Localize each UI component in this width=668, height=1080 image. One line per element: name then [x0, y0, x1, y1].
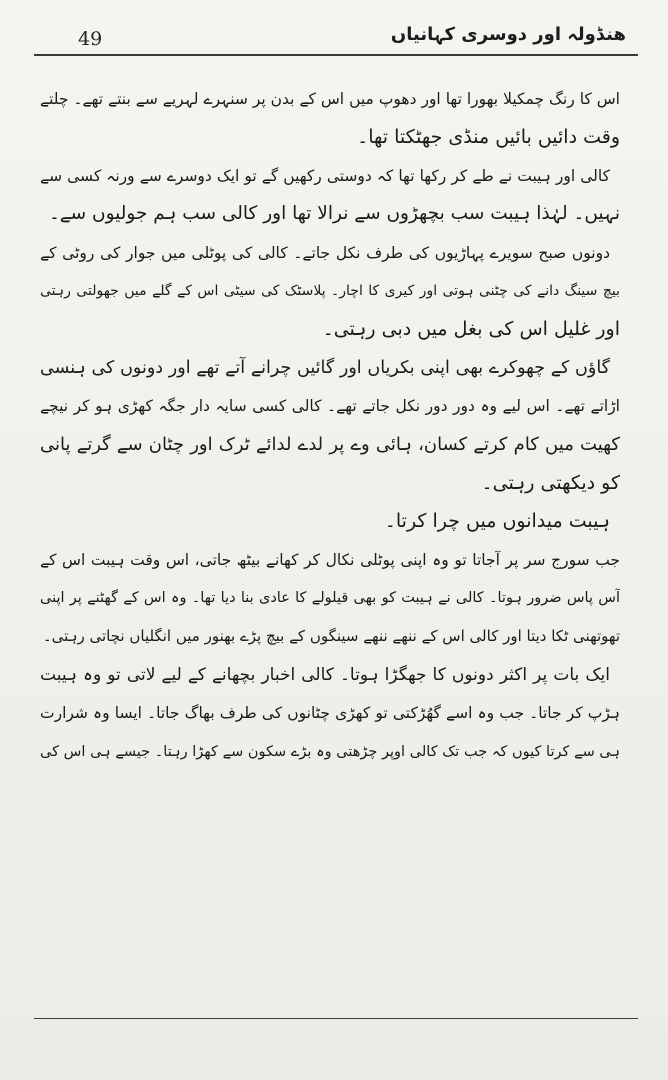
- text-line: اس کا رنگ چمکیلا بھورا تھا اور دھوپ میں اس کے بدن پر سنہرے لہریے سے بنتے تھے۔ چلتے: [40, 90, 620, 108]
- text-line: آس پاس ضرور ہوتا۔ کالی نے ہیبت کو بھی قیلولے کا عادی بنا دیا تھا۔ وہ اس کے گھٹنے پر اپنی: [40, 590, 620, 607]
- text-line: گاؤں کے چھوکرے بھی اپنی بکریاں اور گائیں چرانے آتے تھے اور دونوں کی ہنسی: [40, 357, 610, 378]
- text-line: تھوتھنی ٹکا دیتا اور کالی اس کے ننھے ننھے سینگوں کے بیچ پڑے بھنور میں انگلیاں نچاتی رہتی۔: [42, 627, 620, 646]
- text-line: بیچ سینگ دانے کی چٹنی ہوتی اور کیری کا اچار۔ پلاسٹک کی سیٹی اس کے گلے میں جھولتی رہتی: [40, 282, 620, 299]
- text-line: جب سورج سر پر آجاتا تو وہ اپنی پوٹلی نکال کر کھانے بیٹھ جاتی، اس وقت ہیبت اس کے: [40, 550, 620, 569]
- page-number: 49: [78, 28, 103, 50]
- text-line: ہیبت میدانوں میں چرا کرتا۔: [384, 510, 610, 533]
- body-text: [40, 80, 620, 771]
- text-line: کالی اور ہیبت نے طے کر رکھا تھا کہ دوستی رکھیں گے تو ایک دوسرے سے ورنہ کسی سے: [40, 166, 610, 185]
- footer-rule: [34, 1018, 638, 1019]
- text-line: ہی سے کرتا کیوں کہ جب تک کالی اوپر چڑھتی وہ بڑے سکون سے کھڑا رہتا۔ جیسے ہی اس کی: [40, 743, 620, 760]
- text-line: اڑاتے تھے۔ اس لیے وہ دور دور نکل جاتے تھے۔ کالی کسی سایہ دار جگہ کھڑی ہو کر نیچے: [40, 397, 620, 416]
- text-line: ہڑپ کر جاتا۔ جب وہ اسے گھُڑکتی تو کھڑی چٹانوں کی طرف بھاگ جاتا۔ ایسا وہ شرارت: [40, 704, 620, 723]
- text-line: وقت دائیں بائیں منڈی جھٹکتا تھا۔: [357, 126, 620, 149]
- text-line: ایک بات پر اکثر دونوں کا جھگڑا ہوتا۔ کالی اخبار بچھانے کے لیے لاتی تو وہ ہیبت: [40, 664, 610, 685]
- header-rule: [34, 54, 638, 56]
- book-title: ھنڈولہ اور دوسری کہانیاں: [390, 24, 626, 45]
- text-line: نہیں۔ لہٰذا ہیبت سب بچھڑوں سے نرالا تھا اور کالی سب ہم جولیوں سے۔: [48, 203, 620, 225]
- running-header: [30, 24, 626, 58]
- text-line: کو دیکھتی رہتی۔: [481, 471, 620, 494]
- text-line: دونوں صبح سویرے پہاڑیوں کی طرف نکل جاتے۔ کالی کی پوٹلی میں جوار کی روٹی کے: [40, 243, 610, 262]
- text-line: کھیت میں کام کرتے کسان، ہائی وے پر لدے لدائے ٹرک اور چٹان سے گرتے پانی: [40, 433, 620, 455]
- text-line: اور غلیل اس کی بغل میں دبی رہتی۔: [322, 318, 620, 341]
